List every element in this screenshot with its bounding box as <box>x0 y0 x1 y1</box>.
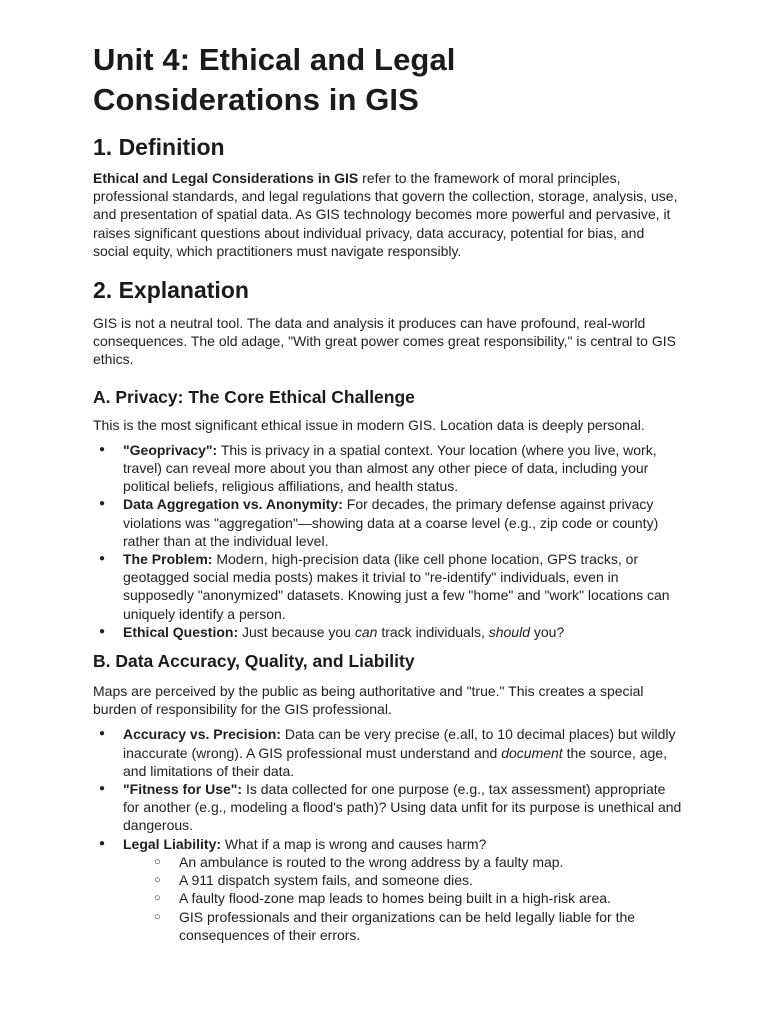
explanation-heading: 2. Explanation <box>93 277 249 304</box>
hollow-bullet-icon: ○ <box>154 892 161 905</box>
explanation-paragraph: GIS is not a neutral tool. The data and analysis it produces can have profound, real-world consequences. The old adage, "With great power comes great responsibility," is central to GIS ethics. <box>93 315 676 368</box>
definition-text: refer to the framework of moral principles, professional standards, and legal regulations that govern the collection, storage, analysis, use, and presentation of spatial data. As GIS technology becomes more powerful and pervasive, it raises significant questions about individual privacy, data accuracy, potential for bias, and social equity, which practitioners must navigate responsibly. <box>93 170 678 259</box>
privacy-intro: This is the most significant ethical issue in modern GIS. Location data is deeply personal. <box>93 416 645 433</box>
list-item: ● "Geoprivacy": This is privacy in a spatial context. Your location (where you live, work, travel) can reveal more about you than almost any other piece of data, including your political beliefs, religious affiliations, and health status. <box>99 441 657 495</box>
hollow-bullet-icon: ○ <box>154 855 161 868</box>
list-item: ● Legal Liability: What if a map is wrong and causes harm? ○ An ambulance is routed to the wrong address by a faulty map. ○ A 911 dispatch system fails, and someone dies. ○ A faulty flood-zone map leads to homes being built in a high-risk area. ○ GIS professionals and their organizations can be held legally liable for the consequences of their errors. <box>93 835 683 944</box>
accuracy-heading: B. Data Accuracy, Quality, and Liability <box>93 651 415 672</box>
definition-paragraph <box>93 169 683 260</box>
list-item: ● The Problem: Modern, high-precision data (like cell phone location, GPS tracks, or geotagged social media posts) makes it trivial to "re-identify" individuals, even in supposedly "anonymized" datasets. Knowing just a few "home" and "work" locations can uniquely identify a person. <box>99 551 670 622</box>
bullet-icon: ● <box>99 837 106 849</box>
list-item: ● Data Aggregation vs. Anonymity: For decades, the primary defense against privacy violations was "aggregation"—showing data at a coarse level (e.g., zip code or county) rather than at the individual level. <box>99 496 659 549</box>
bullet-icon: ● <box>99 783 106 795</box>
page-title: Unit 4: Ethical and Legal Considerations in GIS <box>93 42 456 117</box>
list-item: ● Accuracy vs. Precision: Data can be very precise (e.all, to 10 decimal places) but wildly inaccurate (wrong). A GIS professional must understand and document the source, age, and limitations of their data. <box>99 726 676 779</box>
sub-list-item: ○ An ambulance is routed to the wrong address by a faulty map. <box>154 853 564 870</box>
sub-list-item: ○ A faulty flood-zone map leads to homes being built in a high-risk area. <box>154 890 611 907</box>
privacy-list <box>93 441 683 641</box>
privacy-heading: A. Privacy: The Core Ethical Challenge <box>93 386 415 407</box>
accuracy-intro: Maps are perceived by the public as being authoritative and "true." This creates a special burden of responsibility for the GIS professional. <box>93 683 644 718</box>
bullet-icon: ● <box>99 498 106 510</box>
document-content <box>93 40 683 944</box>
definition-heading: 1. Definition <box>93 134 225 160</box>
hollow-bullet-icon: ○ <box>154 874 161 887</box>
accuracy-list <box>93 725 683 943</box>
sub-list-item: ○ GIS professionals and their organizations can be held legally liable for the consequences of their errors. <box>154 908 636 943</box>
sub-list-item: ○ A 911 dispatch system fails, and someone dies. <box>154 872 473 889</box>
hollow-bullet-icon: ○ <box>154 910 161 923</box>
bullet-icon: ● <box>99 728 106 740</box>
bullet-icon: ● <box>99 625 106 637</box>
liability-sub-list <box>123 853 683 944</box>
list-item: ● "Fitness for Use": Is data collected for one purpose (e.g., tax assessment) appropriate for another (e.g., modeling a flood's path)? Using data unfit for its purpose is unethical and dangerous. <box>99 781 682 834</box>
bullet-icon: ● <box>99 553 106 565</box>
definition-term: Ethical and Legal Considerations in GIS <box>93 170 359 186</box>
list-item: ● Ethical Question: Just because you can track individuals, should you? <box>99 623 565 640</box>
bullet-icon: ● <box>99 443 106 455</box>
